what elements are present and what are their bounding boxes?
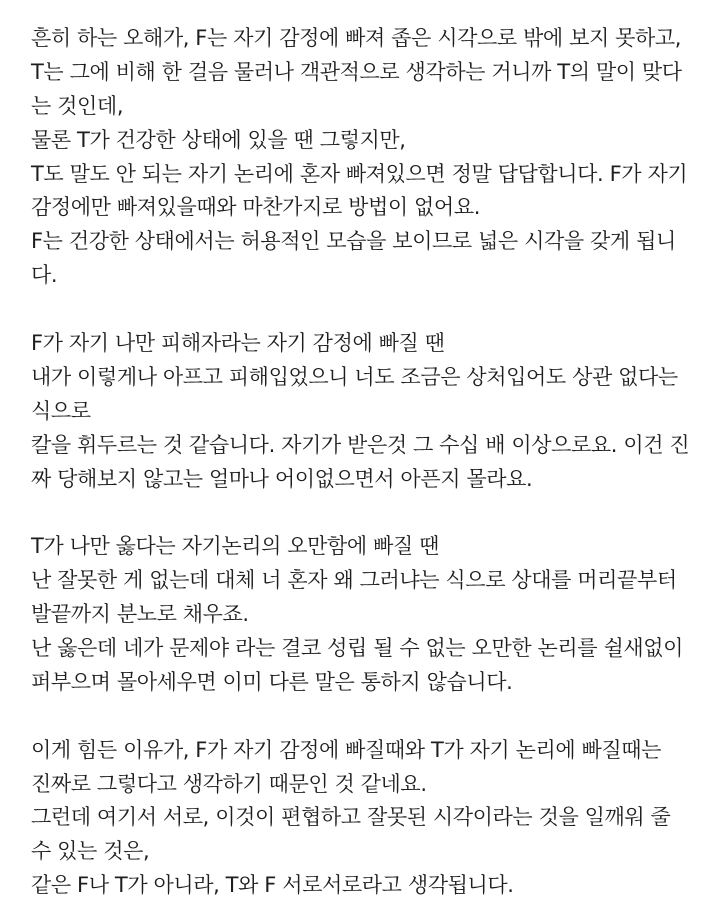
text-line: F는 건강한 상태에서는 허용적인 모습을 보이므로 넓은 시각을 갖게 됩니 xyxy=(31,229,676,254)
text-line: 그런데 여기서 서로, 이것이 편협하고 잘못된 시각이라는 것을 일깨워 줄 xyxy=(31,805,671,830)
text-line: 난 옳은데 네가 문제야 라는 결코 성립 될 수 없는 오만한 논리를 쉴새없이 xyxy=(31,636,683,661)
text-line: 수 있는 것은, xyxy=(31,839,150,864)
text-line: 발끝까지 분노로 채우죠. xyxy=(31,602,249,627)
paragraph xyxy=(31,530,692,699)
paragraph-gap xyxy=(31,293,692,327)
text-line: 짜 당해보지 않고는 얼마나 어이없으면서 아픈지 몰라요. xyxy=(31,466,533,491)
text-line: 감정에만 빠져있을때와 마찬가지로 방법이 없어요. xyxy=(31,195,480,220)
text-line: 진짜로 그렇다고 생각하기 때문인 것 같네요. xyxy=(31,771,427,796)
text-line: T도 말도 안 되는 자기 논리에 혼자 빠져있으면 정말 답답합니다. F가 자기 xyxy=(31,161,688,186)
text-line: 이게 힘든 이유가, F가 자기 감정에 빠질때와 T가 자기 논리에 빠질때는 xyxy=(31,737,662,762)
paragraph xyxy=(31,327,692,496)
text-line: 물론 T가 건강한 상태에 있을 땐 그렇지만, xyxy=(31,127,406,152)
text-line: 식으로 xyxy=(31,398,91,423)
text-line: 칼을 휘두르는 것 같습니다. 자기가 받은것 그 수십 배 이상으로요. 이건 진 xyxy=(31,432,690,457)
text-line: 난 잘못한 게 없는데 대체 너 혼자 왜 그러냐는 식으로 상대를 머리끝부터 xyxy=(31,568,677,593)
paragraph-gap xyxy=(31,496,692,530)
text-line: 같은 F나 T가 아니라, T와 F 서로서로라고 생각됩니다. xyxy=(31,873,514,898)
text-line: 퍼부으며 몰아세우면 이미 다른 말은 통하지 않습니다. xyxy=(31,669,513,694)
text-line: T는 그에 비해 한 걸음 물러나 객관적으로 생각하는 거니까 T의 말이 맞다 xyxy=(31,59,682,84)
paragraph-gap xyxy=(31,700,692,734)
text-line: F가 자기 나만 피해자라는 자기 감정에 빠질 땐 xyxy=(31,331,445,356)
text-line: 흔히 하는 오해가, F는 자기 감정에 빠져 좁은 시각으로 밖에 보지 못하고, xyxy=(31,26,682,50)
text-line: 는 것인데, xyxy=(31,93,124,118)
text-line: 내가 이렇게나 아프고 피해입었으니 너도 조금은 상처입어도 상관 없다는 xyxy=(31,364,678,389)
paragraph xyxy=(31,22,692,293)
text-line: 다. xyxy=(31,263,58,288)
paragraph xyxy=(31,734,692,903)
text-line: T가 나만 옳다는 자기논리의 오만함에 빠질 땐 xyxy=(31,534,440,559)
